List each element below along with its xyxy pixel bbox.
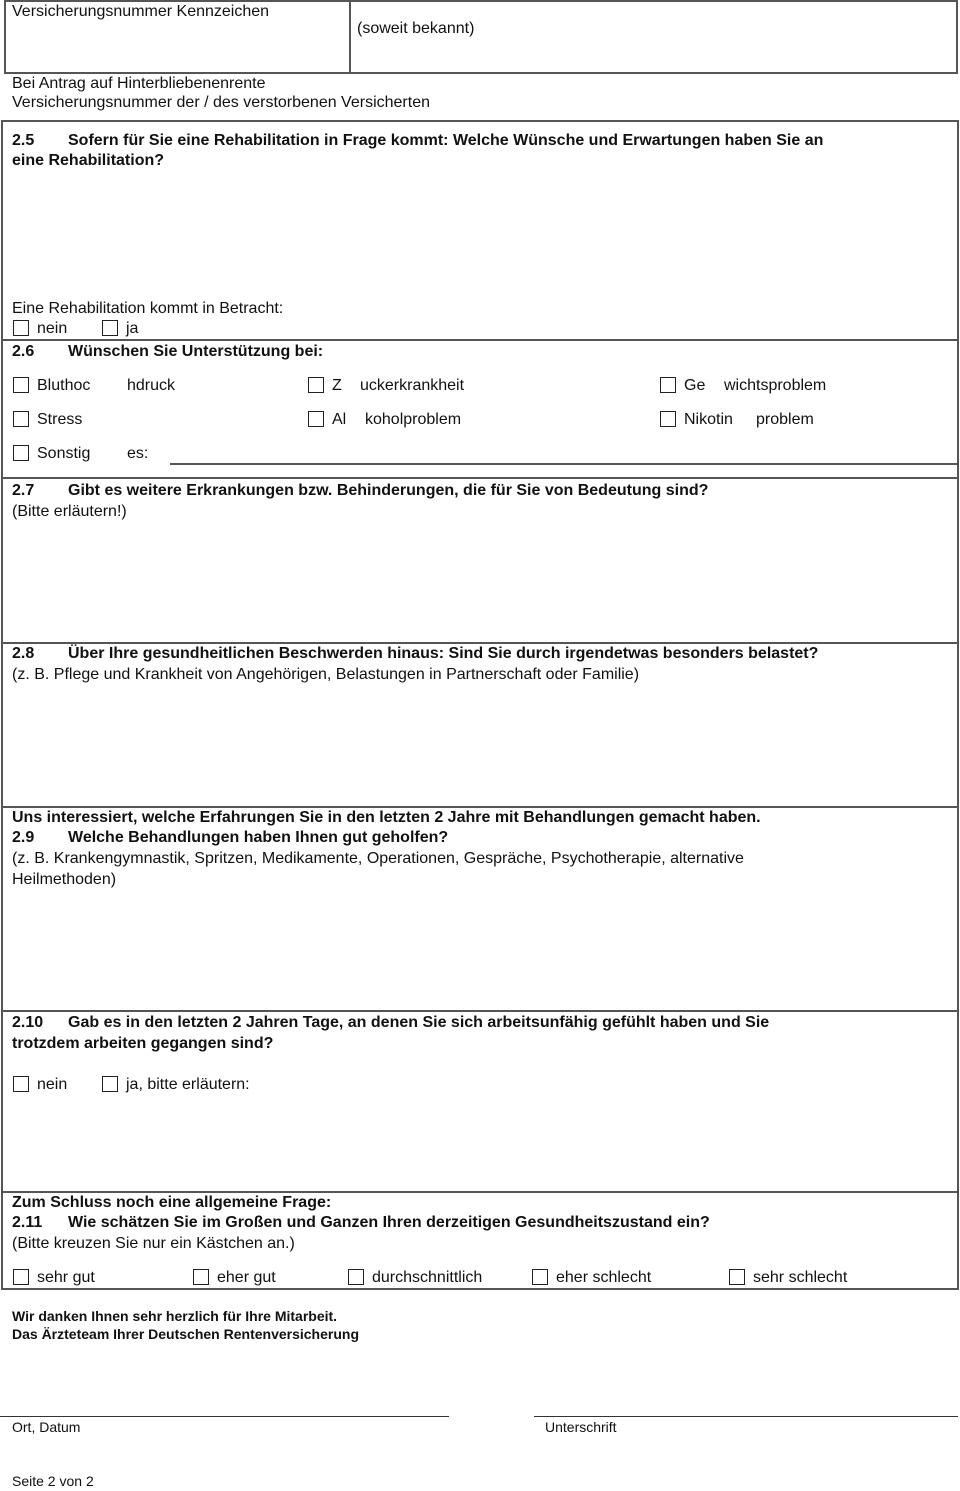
health-rather-bad-label: eher schlecht bbox=[556, 1269, 652, 1286]
worked-sick-explain-field[interactable] bbox=[6, 1098, 954, 1188]
closing-team: Das Ärzteteam Ihrer Deutschen Rentenversicherung bbox=[12, 1326, 359, 1342]
health-very-good-checkbox[interactable] bbox=[13, 1269, 29, 1285]
rehab-consider-label: Eine Rehabilitation kommt in Betracht: bbox=[12, 300, 284, 317]
question-2-8-hint: (z. B. Pflege und Krankheit von Angehörigen, Belastungen in Partnerschaft oder Familie) bbox=[12, 666, 640, 683]
support-blood-pressure-label-b: hdruck bbox=[127, 377, 176, 394]
insurance-number-label: Versicherungsnummer Kennzeichen bbox=[12, 3, 270, 20]
support-blood-pressure-label: Bluthoc bbox=[37, 377, 91, 394]
support-alcohol-label-b: koholproblem bbox=[365, 411, 462, 428]
question-2-7-hint: (Bitte erläutern!) bbox=[12, 503, 127, 520]
page-number: Seite 2 von 2 bbox=[12, 1473, 94, 1489]
survivor-label-line2: Versicherungsnummer der / des verstorbenen Versicherten bbox=[12, 94, 430, 111]
question-2-8: 2.8 Über Ihre gesundheitlichen Beschwerden hinaus: Sind Sie durch irgendetwas besonders belastet? bbox=[12, 645, 819, 662]
support-weight-label: Ge bbox=[684, 377, 706, 394]
question-2-9: 2.9 Welche Behandlungen haben Ihnen gut geholfen? bbox=[12, 829, 449, 846]
worked-sick-ja-checkbox[interactable] bbox=[102, 1076, 118, 1092]
support-diabetes-label: Z bbox=[332, 377, 342, 394]
health-rather-good-label: eher gut bbox=[217, 1269, 276, 1286]
support-stress-label: Stress bbox=[37, 411, 83, 428]
question-2-11-intro: Zum Schluss noch eine allgemeine Frage: bbox=[12, 1194, 332, 1211]
rehab-nein-checkbox[interactable] bbox=[13, 320, 29, 336]
rehab-wishes-field[interactable] bbox=[6, 175, 954, 290]
signature-label: Unterschrift bbox=[545, 1419, 617, 1435]
support-other-label: Sonstig bbox=[37, 445, 91, 462]
section-divider bbox=[1, 339, 959, 341]
burdens-field[interactable] bbox=[6, 688, 954, 803]
health-very-good-label: sehr gut bbox=[37, 1269, 95, 1286]
question-2-5-line2: eine Rehabilitation? bbox=[12, 152, 165, 169]
question-2-9-intro: Uns interessiert, welche Erfahrungen Sie in den letzten 2 Jahre mit Behandlungen gemacht haben. bbox=[12, 809, 761, 826]
other-conditions-field[interactable] bbox=[6, 525, 954, 640]
question-2-9-hint-line1: (z. B. Krankengymnastik, Spritzen, Medikamente, Operationen, Gespräche, Psychotherapie, alternative bbox=[12, 850, 744, 867]
worked-sick-ja-label: ja, bitte erläutern: bbox=[126, 1076, 250, 1093]
support-stress-checkbox[interactable] bbox=[13, 411, 29, 427]
support-diabetes-label-b: uckerkrankheit bbox=[360, 377, 465, 394]
support-nicotine-label: Nikotin bbox=[684, 411, 733, 428]
rehab-nein-label: nein bbox=[37, 320, 68, 337]
support-other-label-b: es: bbox=[127, 445, 149, 462]
question-2-6: 2.6 Wünschen Sie Unterstützung bei: bbox=[12, 343, 324, 360]
section-divider bbox=[1, 477, 959, 479]
place-date-line[interactable] bbox=[0, 1416, 449, 1417]
support-nicotine-checkbox[interactable] bbox=[660, 411, 676, 427]
health-average-label: durchschnittlich bbox=[372, 1269, 483, 1286]
support-nicotine-label-b: problem bbox=[756, 411, 814, 428]
worked-sick-nein-checkbox[interactable] bbox=[13, 1076, 29, 1092]
question-2-10-line1: 2.10 Gab es in den letzten 2 Jahren Tage, an denen Sie sich arbeitsunfähig gefühlt haben und Sie bbox=[12, 1014, 770, 1031]
closing-thanks: Wir danken Ihnen sehr herzlich für Ihre Mitarbeit. bbox=[12, 1308, 338, 1324]
question-2-5-line1: 2.5 Sofern für Sie eine Rehabilitation in Frage kommt: Welche Wünsche und Erwartungen haben Sie an bbox=[12, 132, 824, 149]
health-rather-bad-checkbox[interactable] bbox=[532, 1269, 548, 1285]
question-2-11-hint: (Bitte kreuzen Sie nur ein Kästchen an.) bbox=[12, 1235, 295, 1252]
support-other-input-line[interactable] bbox=[170, 463, 959, 465]
helpful-treatments-field[interactable] bbox=[6, 893, 954, 1007]
rehab-ja-checkbox[interactable] bbox=[102, 320, 118, 336]
health-rather-good-checkbox[interactable] bbox=[193, 1269, 209, 1285]
support-diabetes-checkbox[interactable] bbox=[308, 377, 324, 393]
question-2-11: 2.11 Wie schätzen Sie im Großen und Ganzen Ihren derzeitigen Gesundheitszustand ein? bbox=[12, 1214, 710, 1231]
rehab-ja-label: ja bbox=[126, 320, 139, 337]
insurance-hint: (soweit bekannt) bbox=[357, 20, 475, 37]
health-average-checkbox[interactable] bbox=[348, 1269, 364, 1285]
header-divider bbox=[349, 0, 351, 73]
support-alcohol-checkbox[interactable] bbox=[308, 411, 324, 427]
question-2-10-line2: trotzdem arbeiten gegangen sind? bbox=[12, 1035, 274, 1052]
place-date-label: Ort, Datum bbox=[12, 1419, 81, 1435]
survivor-label-line1: Bei Antrag auf Hinterbliebenenrente bbox=[12, 75, 266, 92]
health-very-bad-checkbox[interactable] bbox=[729, 1269, 745, 1285]
health-very-bad-label: sehr schlecht bbox=[753, 1269, 848, 1286]
support-alcohol-label: Al bbox=[332, 411, 347, 428]
question-2-7: 2.7 Gibt es weitere Erkrankungen bzw. Behinderungen, die für Sie von Bedeutung sind? bbox=[12, 482, 709, 499]
question-2-9-hint-line2: Heilmethoden) bbox=[12, 871, 117, 888]
section-divider bbox=[1, 1010, 959, 1012]
worked-sick-nein-label: nein bbox=[37, 1076, 68, 1093]
support-weight-label-b: wichtsproblem bbox=[724, 377, 827, 394]
signature-line[interactable] bbox=[534, 1416, 958, 1417]
support-weight-checkbox[interactable] bbox=[660, 377, 676, 393]
support-blood-pressure-checkbox[interactable] bbox=[13, 377, 29, 393]
support-other-checkbox[interactable] bbox=[13, 445, 29, 461]
